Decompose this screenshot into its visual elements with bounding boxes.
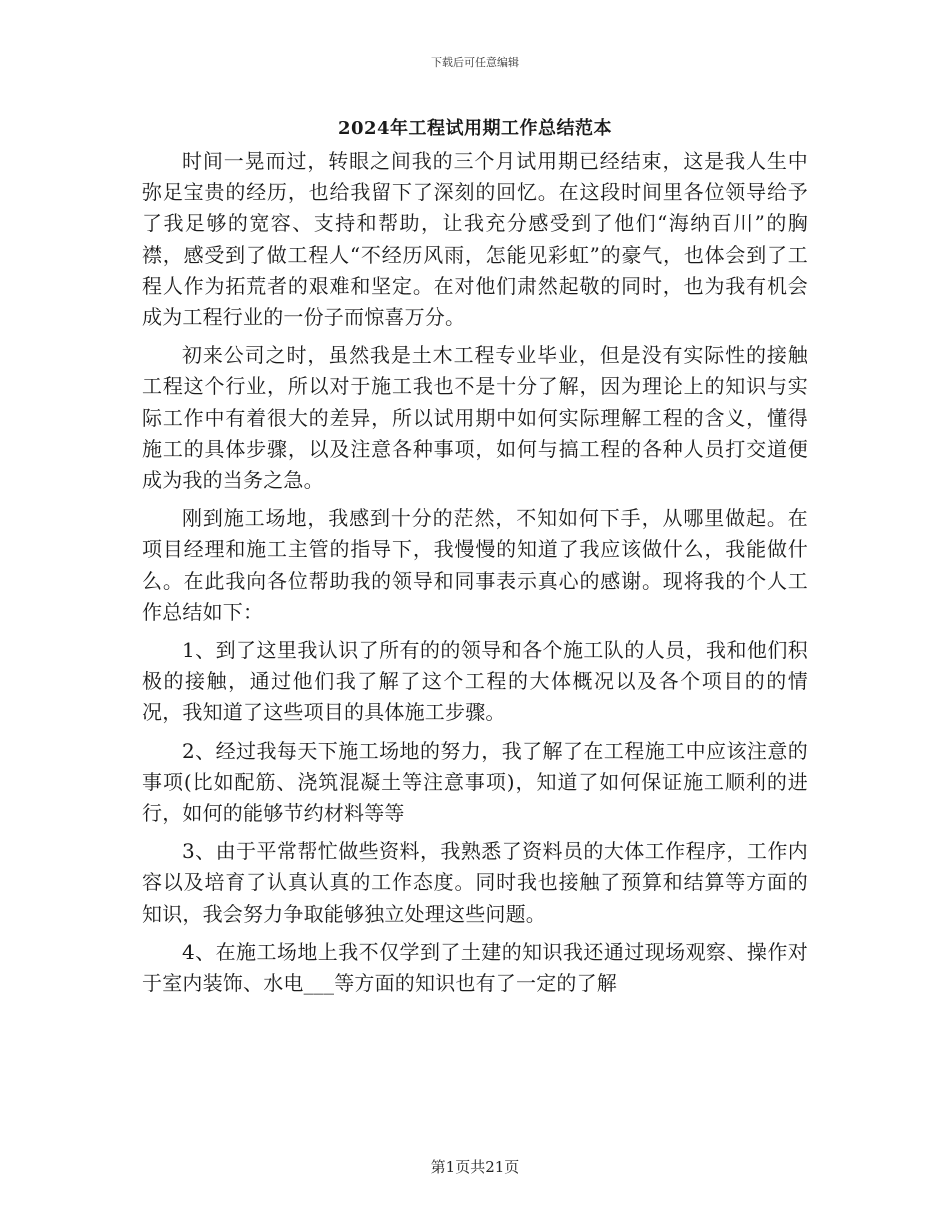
paragraph-point-2: 2、经过我每天下施工场地的努力，我了解了在工程施工中应该注意的事项(比如配筋、浇筑混凝土等注意事项)，知道了如何保证施工顺利的进行，如何的能够节约材料等等	[142, 738, 808, 826]
paragraph-point-1: 1、到了这里我认识了所有的的领导和各个施工队的人员，我和他们积极的接触，通过他们我了解了这个工程的大体概况以及各个项目的的情况，我知道了这些项目的具体施工步骤。	[142, 638, 808, 725]
paragraph-point-4: 4、在施工场地上我不仅学到了土建的知识我还通过现场观察、操作对于室内装饰、水电___等方面的知识也有了一定的了解	[142, 939, 808, 996]
paragraph-arrival: 刚到施工场地，我感到十分的茫然，不知如何下手，从哪里做起。在项目经理和施工主管的指导下，我慢慢的知道了我应该做什么，我能做什么。在此我向各位帮助我的领导和同事表示真心的感谢。现将我的个人工作总结如下：	[142, 506, 808, 624]
paragraph-point-3: 3、由于平常帮忙做些资料，我熟悉了资料员的大体工作程序，工作内容以及培育了认真认真的工作态度。同时我也接触了预算和结算等方面的知识，我会努力争取能够独立处理这些问题。	[142, 839, 808, 926]
paragraph-intro: 时间一晃而过，转眼之间我的三个月试用期已经结束，这是我人生中弥足宝贵的经历，也给我留下了深刻的回忆。在这段时间里各位领导给予了我足够的宽容、支持和帮助，让我充分感受到了他们“海纳百川”的胸襟，感受到了做工程人“不经历风雨，怎能见彩虹”的豪气，也体会到了工程人作为拓荒者的艰难和坚定。在对他们肃然起敬的同时，也为我有机会成为工程行业的一份子而惊喜万分。	[142, 149, 808, 330]
document-title: 2024年工程试用期工作总结范本	[337, 118, 613, 139]
document-body	[142, 146, 808, 1006]
page-number-footer: 第1页共21页	[430, 1158, 520, 1176]
page-header-note: 下载后可任意编辑	[431, 56, 519, 69]
paragraph-background: 初来公司之时，虽然我是土木工程专业毕业，但是没有实际性的接触工程这个行业，所以对于施工我也不是十分了解，因为理论上的知识与实际工作中有着很大的差异，所以试用期中如何实际理解工程的含义，懂得施工的具体步骤，以及注意各种事项，如何与搞工程的各种人员打交道便成为我的当务之急。	[142, 343, 808, 493]
